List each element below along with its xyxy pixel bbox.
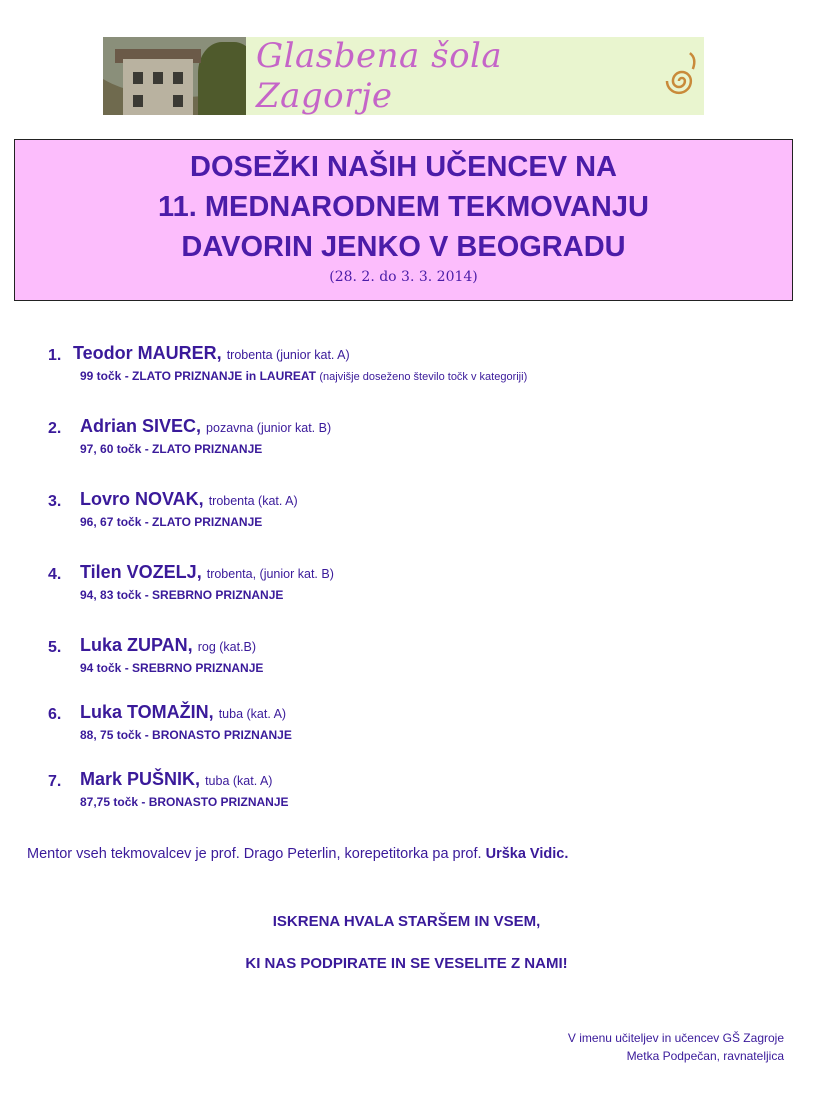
mentor-note bbox=[27, 846, 568, 862]
points-award: 97, 60 točk - ZLATO PRIZNANJE bbox=[80, 442, 263, 456]
points-note: (najvišje doseženo število točk v kategoriji) bbox=[319, 371, 528, 383]
student-name: Tilen VOZELJ, bbox=[80, 562, 202, 582]
title-dates: (28. 2. do 3. 3. 2014) bbox=[329, 269, 478, 285]
student-instrument: tuba (kat. A) bbox=[205, 774, 273, 788]
mentor-text: Mentor vseh tekmovalcev je prof. Drago Peterlin, korepetitorka pa prof. bbox=[27, 846, 482, 862]
points-award: 96, 67 točk - ZLATO PRIZNANJE bbox=[80, 515, 263, 529]
title-box bbox=[14, 139, 793, 301]
result-number: 2. bbox=[48, 420, 62, 437]
student-name: Luka ZUPAN, bbox=[80, 635, 193, 655]
student-name: Teodor MAURER, bbox=[73, 343, 222, 363]
points-award: 87,75 točk - BRONASTO PRIZNANJE bbox=[80, 795, 289, 809]
result-number: 1. bbox=[48, 347, 62, 364]
header-banner bbox=[103, 37, 704, 115]
signature-line-1: V imenu učiteljev in učencev GŠ Zagroje bbox=[567, 1031, 784, 1045]
result-number: 4. bbox=[48, 566, 62, 583]
spiral-icon bbox=[660, 51, 704, 101]
result-number: 6. bbox=[48, 706, 62, 723]
student-name: Lovro NOVAK, bbox=[80, 489, 204, 509]
points-award: 94, 83 točk - SREBRNO PRIZNANJE bbox=[80, 588, 284, 602]
student-instrument: trobenta, (junior kat. B) bbox=[206, 567, 334, 581]
student-instrument: tuba (kat. A) bbox=[218, 707, 287, 721]
points-award: 99 točk - ZLATO PRIZNANJE in LAUREAT bbox=[80, 369, 317, 383]
points-award: 94 točk - SREBRNO PRIZNANJE bbox=[80, 661, 264, 675]
points-award: 88, 75 točk - BRONASTO PRIZNANJE bbox=[80, 728, 292, 742]
student-instrument: rog (kat.B) bbox=[197, 640, 257, 654]
thanks-line-2: KI NAS PODPIRATE IN SE VESELITE Z NAMI! bbox=[245, 955, 568, 972]
student-instrument: trobenta (junior kat. A) bbox=[226, 348, 350, 362]
thanks-line-1: ISKRENA HVALA STARŠEM IN VSEM, bbox=[272, 913, 541, 930]
logo-text: Glasbena šola Zagorje bbox=[256, 36, 503, 116]
title-line-3: DAVORIN JENKO V BEOGRADU bbox=[181, 231, 626, 263]
result-number: 5. bbox=[48, 639, 62, 656]
school-building-photo bbox=[103, 37, 246, 115]
school-logo bbox=[246, 37, 704, 115]
student-name: Mark PUŠNIK, bbox=[80, 769, 201, 789]
student-name: Luka TOMAŽIN, bbox=[80, 702, 214, 722]
student-instrument: trobenta (kat. A) bbox=[208, 494, 298, 508]
signature-line-2: Metka Podpečan, ravnateljica bbox=[626, 1049, 784, 1063]
mentor-name: Urška Vidic. bbox=[485, 846, 569, 862]
student-name: Adrian SIVEC, bbox=[80, 416, 202, 436]
title-line-1: DOSEŽKI NAŠIH UČENCEV NA bbox=[190, 151, 617, 183]
student-instrument: pozavna (junior kat. B) bbox=[206, 421, 332, 435]
title-line-2: 11. MEDNARODNEM TEKMOVANJU bbox=[158, 191, 649, 223]
result-number: 7. bbox=[48, 773, 62, 790]
result-number: 3. bbox=[48, 493, 62, 510]
